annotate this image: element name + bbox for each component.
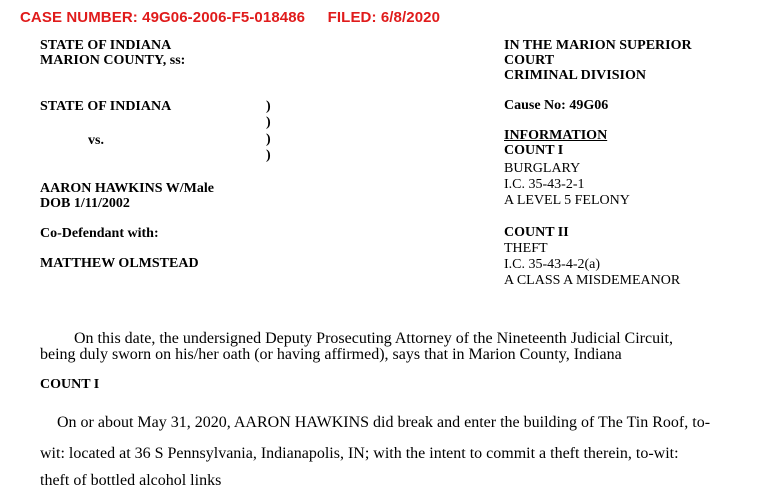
filed-date: FILED: 6/8/2020 — [327, 9, 441, 26]
codefendant-label: Co-Defendant with: — [40, 226, 159, 241]
count-paragraph-line-1: On or about May 31, 2020, AARON HAWKINS did break and enter the building of The Tin Roof, to- — [57, 414, 711, 431]
state-line: STATE OF INDIANA — [40, 38, 172, 53]
count2-statute: I.C. 35-43-4-2(a) — [504, 257, 601, 272]
count1-title: COUNT I — [504, 143, 564, 158]
count1-level: A LEVEL 5 FELONY — [504, 193, 630, 208]
codefendant-name: MATTHEW OLMSTEAD — [40, 256, 199, 271]
cause-number: Cause No: 49G06 — [504, 98, 609, 113]
caption-paren-1: ) — [266, 99, 271, 114]
court-line-1: IN THE MARION SUPERIOR — [504, 38, 692, 53]
intro-line-2: being duly sworn on his/her oath (or having affirmed), says that in Marion County, Indiana — [40, 346, 622, 363]
count-paragraph-line-2: wit: located at 36 S Pennsylvania, Indianapolis, IN; with the intent to commit a theft therein, to-wit: — [40, 445, 679, 462]
defendant-dob: DOB 1/11/2002 — [40, 196, 130, 211]
caption-paren-3: ) — [266, 132, 271, 147]
information-heading: INFORMATION — [504, 128, 608, 143]
case-banner — [20, 9, 440, 26]
versus-label: vs. — [88, 133, 104, 148]
count-heading: COUNT I — [40, 377, 100, 392]
plaintiff-name: STATE OF INDIANA — [40, 99, 172, 114]
count-paragraph-line-3: theft of bottled alcohol links — [40, 472, 222, 489]
defendant-name: AARON HAWKINS W/Male — [40, 181, 214, 196]
county-line: MARION COUNTY, ss: — [40, 53, 186, 68]
court-line-3: CRIMINAL DIVISION — [504, 68, 646, 83]
intro-line-1: On this date, the undersigned Deputy Prosecuting Attorney of the Nineteenth Judicial Circuit, — [74, 330, 673, 347]
count2-title: COUNT II — [504, 225, 569, 240]
count1-statute: I.C. 35-43-2-1 — [504, 177, 585, 192]
caption-paren-2: ) — [266, 115, 271, 130]
case-number: CASE NUMBER: 49G06-2006-F5-018486 — [20, 9, 306, 26]
caption-paren-4: ) — [266, 148, 271, 163]
court-line-2: COURT — [504, 53, 555, 68]
count2-level: A CLASS A MISDEMEANOR — [504, 273, 681, 288]
count2-offense: THEFT — [504, 241, 548, 256]
count1-offense: BURGLARY — [504, 161, 581, 176]
